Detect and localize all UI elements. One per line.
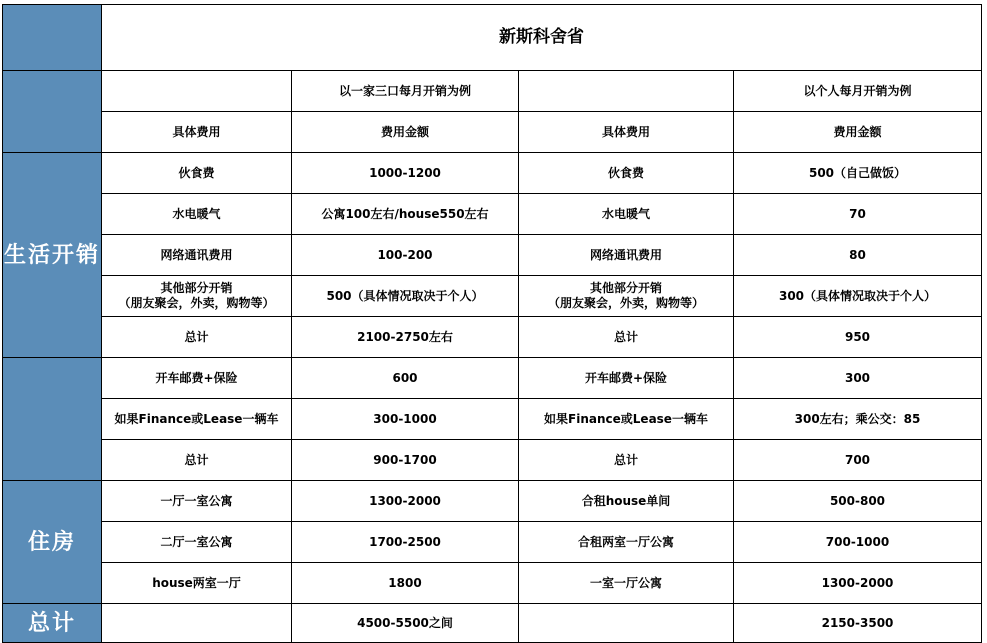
row-item: house两室一厅 (102, 563, 292, 604)
row-family-value: 300-1000 (292, 399, 519, 440)
row-personal-value: 500（自己做饭） (734, 153, 982, 194)
side-blank-top (3, 71, 102, 153)
row-item-line2: （朋友聚会，外卖，购物等） (118, 296, 275, 310)
row-item-line1: 其他部分开销 (160, 281, 233, 295)
row-family-value: 2100-2750左右 (292, 317, 519, 358)
row-item: 总计 (102, 440, 292, 481)
header-family: 以一家三口每月开销为例 (292, 71, 519, 112)
row-family-value: 500（具体情况取决于个人） (292, 276, 519, 317)
row-item-2: 网络通讯费用 (519, 235, 734, 276)
row-family-value: 1800 (292, 563, 519, 604)
corner-cell (3, 5, 102, 71)
side-label-total: 总计 (3, 604, 102, 643)
table-title: 新斯科舍省 (102, 5, 982, 71)
total-blank-2 (519, 604, 734, 643)
row-item-two-line (102, 276, 292, 317)
row-item-2: 总计 (519, 440, 734, 481)
row-item-2: 水电暖气 (519, 194, 734, 235)
row-item-2: 合租两室一厅公寓 (519, 522, 734, 563)
side-label-living: 生活开销 (3, 153, 102, 358)
row-item-2: 伙食费 (519, 153, 734, 194)
row-personal-value: 950 (734, 317, 982, 358)
row-personal-value: 700-1000 (734, 522, 982, 563)
col-header-amount-2: 费用金额 (734, 112, 982, 153)
row-item-2: 开车邮费+保险 (519, 358, 734, 399)
row-item: 开车邮费+保险 (102, 358, 292, 399)
col-header-amount: 费用金额 (292, 112, 519, 153)
total-personal-value: 2150-3500 (734, 604, 982, 643)
row-item: 伙食费 (102, 153, 292, 194)
row-family-value: 1000-1200 (292, 153, 519, 194)
row-family-value: 100-200 (292, 235, 519, 276)
row-personal-value: 300 (734, 358, 982, 399)
total-family-value: 4500-5500之间 (292, 604, 519, 643)
row-item-2: 总计 (519, 317, 734, 358)
side-blank-car (3, 358, 102, 481)
row-item-line1: 其他部分开销 (589, 281, 662, 295)
header-blank-2 (519, 71, 734, 112)
row-item-line2: （朋友聚会，外卖，购物等） (547, 296, 704, 310)
row-personal-value: 700 (734, 440, 982, 481)
row-family-value: 600 (292, 358, 519, 399)
row-family-value: 公寓100左右/house550左右 (292, 194, 519, 235)
row-personal-value: 80 (734, 235, 982, 276)
row-item: 水电暖气 (102, 194, 292, 235)
cost-table (2, 4, 982, 643)
side-label-housing: 住房 (3, 481, 102, 604)
row-personal-value: 70 (734, 194, 982, 235)
header-personal: 以个人每月开销为例 (734, 71, 982, 112)
row-item-2: 合租house单间 (519, 481, 734, 522)
row-family-value: 900-1700 (292, 440, 519, 481)
row-item: 如果Finance或Lease一辆车 (102, 399, 292, 440)
header-blank-1 (102, 71, 292, 112)
row-family-value: 1300-2000 (292, 481, 519, 522)
row-personal-value: 300（具体情况取决于个人） (734, 276, 982, 317)
row-personal-value: 500-800 (734, 481, 982, 522)
col-header-item: 具体费用 (102, 112, 292, 153)
row-personal-value: 1300-2000 (734, 563, 982, 604)
row-item: 二厅一室公寓 (102, 522, 292, 563)
total-blank-1 (102, 604, 292, 643)
row-personal-value: 300左右；乘公交：85 (734, 399, 982, 440)
row-item-two-line-2 (519, 276, 734, 317)
col-header-item-2: 具体费用 (519, 112, 734, 153)
row-item-2: 如果Finance或Lease一辆车 (519, 399, 734, 440)
row-item: 网络通讯费用 (102, 235, 292, 276)
row-item-2: 一室一厅公寓 (519, 563, 734, 604)
row-family-value: 1700-2500 (292, 522, 519, 563)
row-item: 一厅一室公寓 (102, 481, 292, 522)
row-item: 总计 (102, 317, 292, 358)
